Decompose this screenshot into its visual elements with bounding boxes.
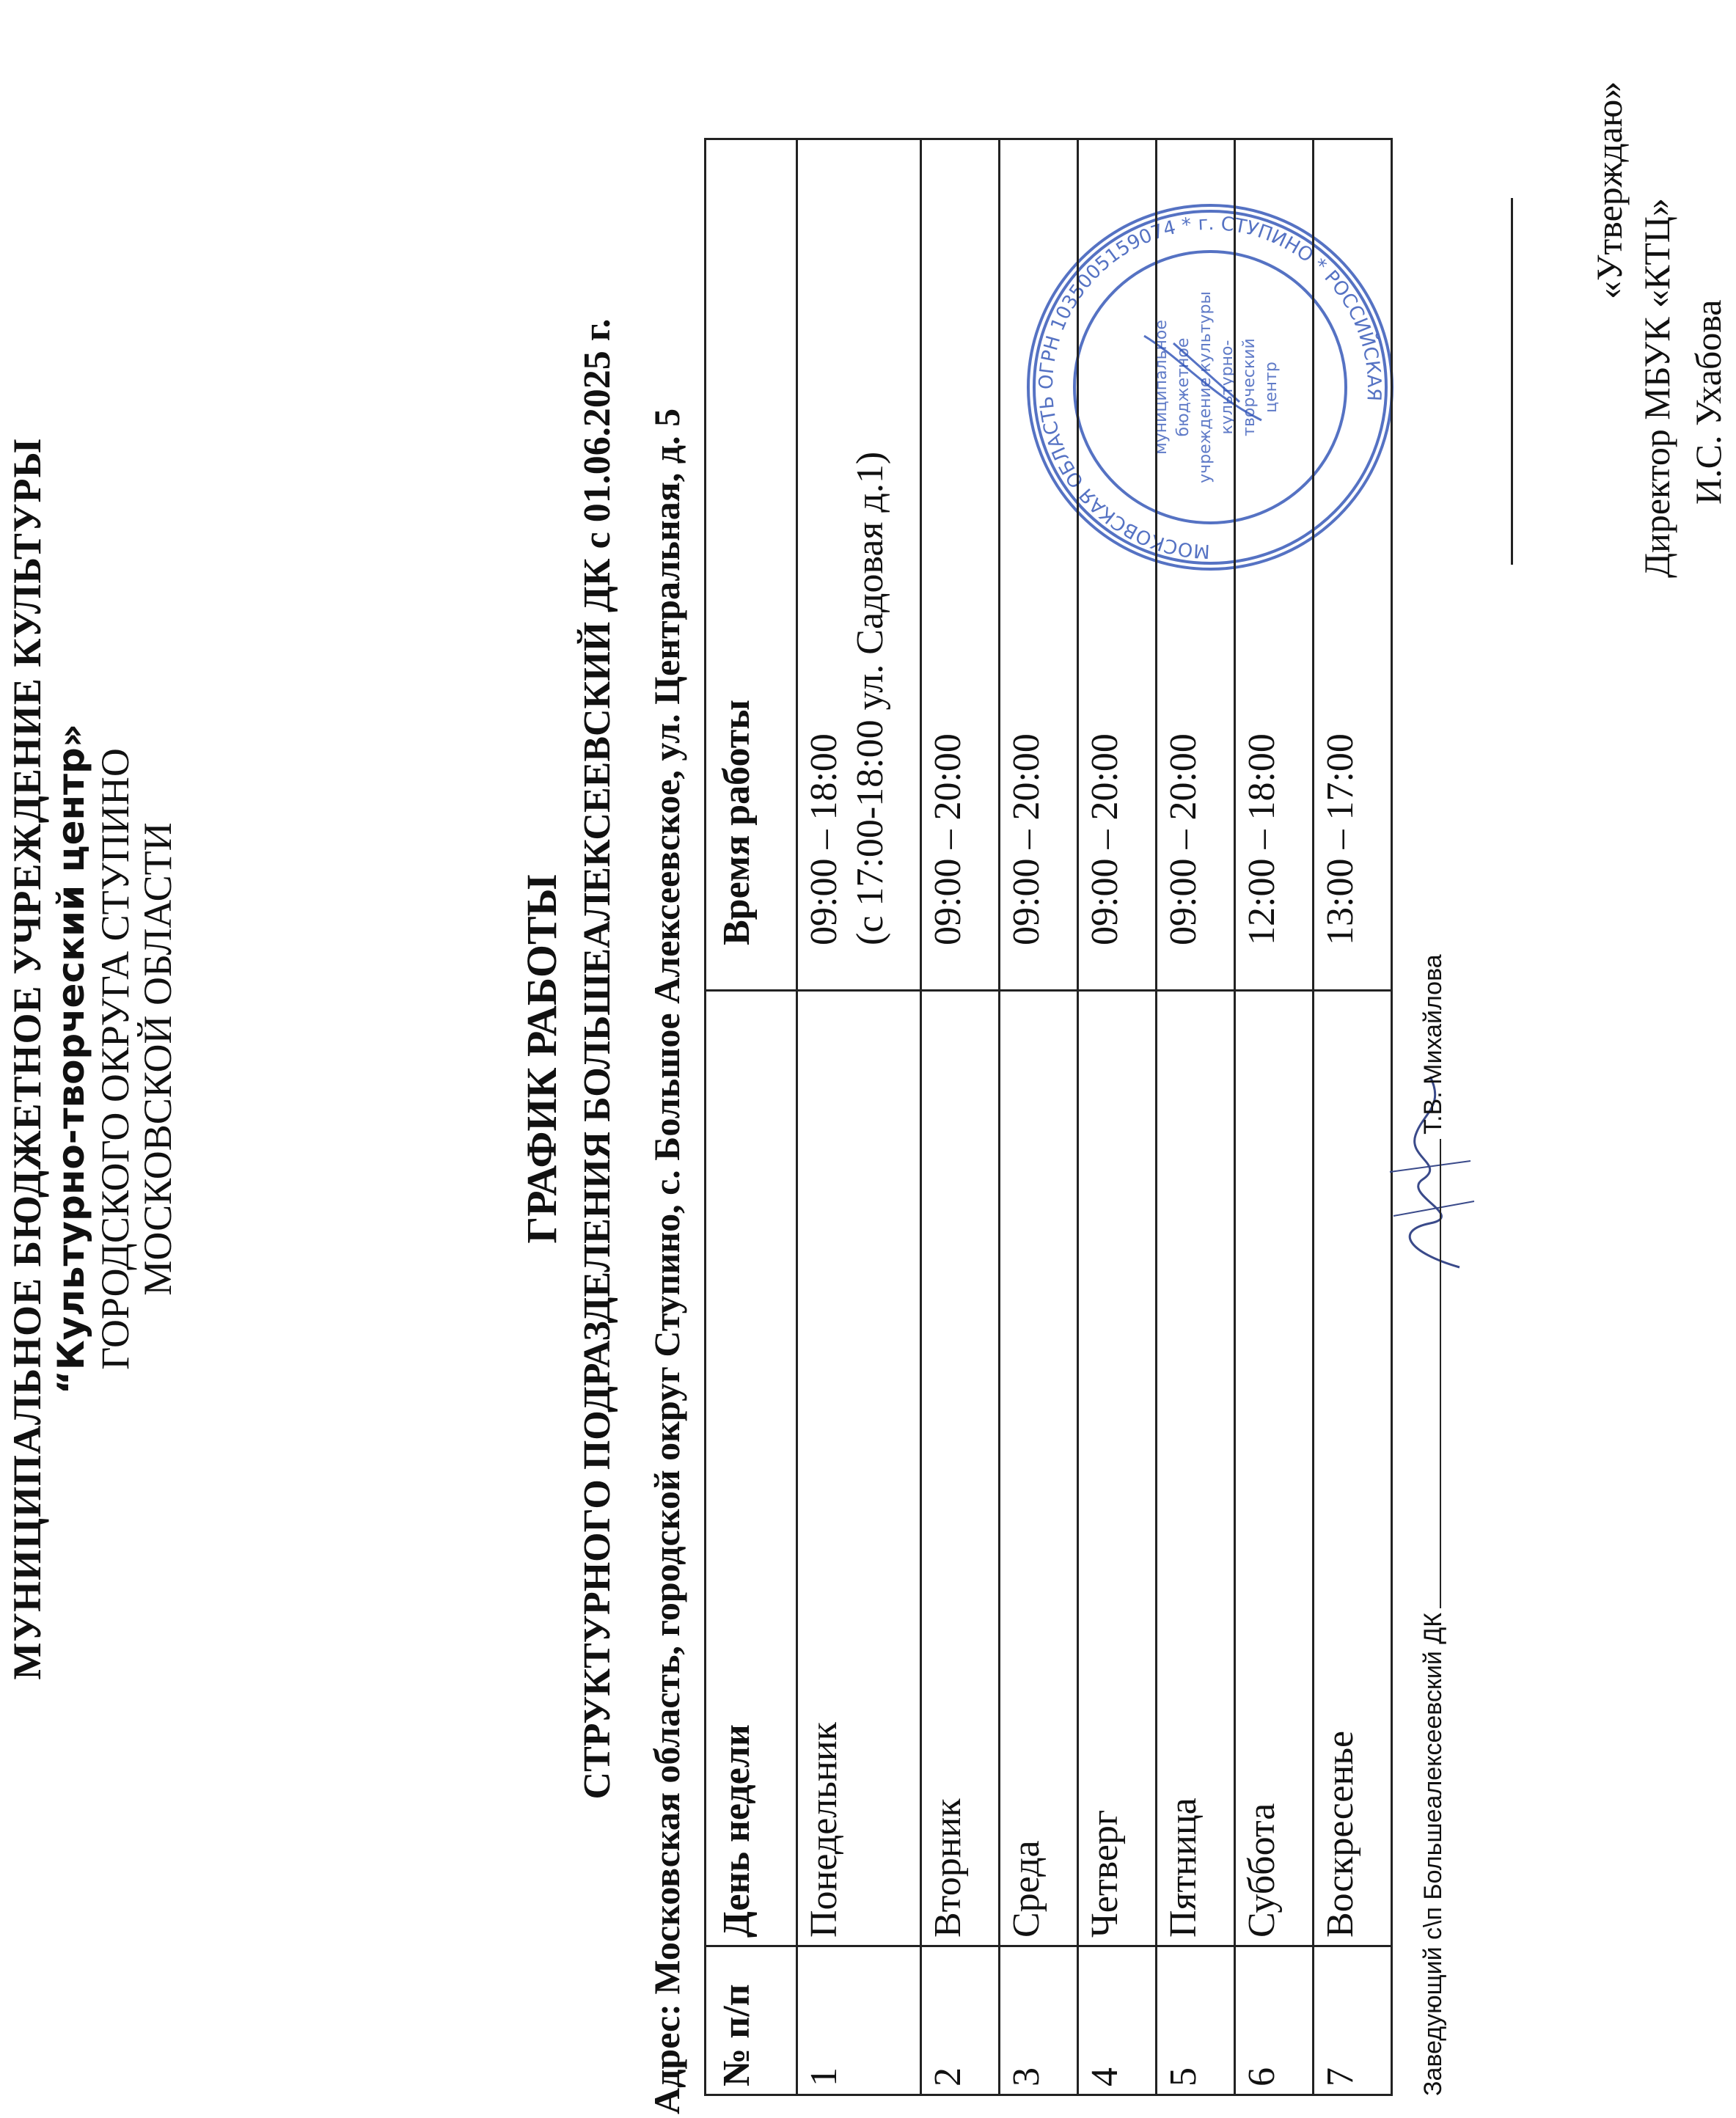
header-day: День недели (706, 991, 797, 1946)
footer-position: Заведующий с\п Большеалексеевский ДК (1419, 1612, 1447, 2096)
table-row (1078, 139, 1157, 2095)
document-title: ГРАФИК РАБОТЫ (518, 874, 565, 1244)
svg-text:центр: центр (1262, 362, 1281, 413)
approval-position: Директор МБУК «КТЦ» (1636, 197, 1677, 578)
row-number: 2 (921, 1946, 1000, 2095)
table-row (797, 139, 921, 2095)
row-day: Суббота (1235, 991, 1314, 1946)
row-number: 5 (1157, 1946, 1235, 2095)
svg-text:бюджетное: бюджетное (1174, 337, 1193, 437)
row-number: 1 (797, 1946, 921, 2095)
row-number: 4 (1078, 1946, 1157, 2095)
row-number: 6 (1235, 1946, 1314, 2095)
organization-line-3: ГОРОДСКОГО ОКРУГА СТУПИНО (93, 748, 137, 1370)
approval-name: И.С. Ухабова (1688, 299, 1729, 505)
row-day: Вторник (921, 991, 1000, 1946)
organization-line-1: МУНИЦИПАЛЬНОЕ БЮДЖЕТНОЕ УЧРЕЖДЕНИЕ КУЛЬТУРЫ (5, 438, 49, 1680)
table-row (1157, 139, 1235, 2095)
organization-line-4: МОСКОВСКОЙ ОБЛАСТИ (136, 822, 180, 1296)
approval-signature-line (1511, 198, 1513, 565)
footer-signature-line (1440, 1139, 1441, 1608)
header-time: Время работы (706, 139, 797, 991)
svg-text:культурно-: культурно- (1218, 340, 1237, 435)
approval-heading: «Утверждаю» (1589, 81, 1630, 299)
row-day: Воскресенье (1314, 991, 1392, 1946)
address-line: Адрес: Московская область, городской округ Ступино, с. Большое Алексеевское, ул. Центральная, д. 5 (646, 408, 687, 2114)
svg-text:творческий: творческий (1240, 338, 1259, 436)
row-day: Среда (1000, 991, 1078, 1946)
row-time: 09:00 – 20:00 (1000, 139, 1078, 991)
row-number: 3 (1000, 1946, 1078, 2095)
organization-line-2: “Культурно-творческий центр» (50, 723, 92, 1395)
row-number: 7 (1314, 1946, 1392, 2095)
row-time: 13:00 – 17:00 (1314, 139, 1392, 991)
row-time: 09:00 – 20:00 (921, 139, 1000, 991)
document-subtitle: СТРУКТУРНОГО ПОДРАЗДЕЛЕНИЯ БОЛЬШЕАЛЕКСЕЕВСКИЙ ДК с 01.06.2025 г. (576, 318, 618, 1800)
svg-text:учреждение культуры: учреждение культуры (1196, 291, 1215, 483)
row-day: Четверг (1078, 991, 1157, 1946)
svg-text:муниципальное: муниципальное (1152, 320, 1171, 455)
row-time: 09:00 – 20:00 (1078, 139, 1157, 991)
footer-signature-block (1419, 954, 1448, 2096)
row-time (797, 139, 921, 991)
footer-name: Т.В. Михайлова (1419, 954, 1447, 1135)
row-time-value: 09:00 – 18:00 (803, 733, 845, 945)
table-header-row (706, 139, 797, 2095)
row-time: 12:00 – 18:00 (1235, 139, 1314, 991)
row-time-note: (с 17:00-18:00 ул. Садовая д.1) (849, 451, 891, 945)
row-day: Понедельник (797, 991, 921, 1946)
row-day: Пятница (1157, 991, 1235, 1946)
svg-text:МОСКОВСКАЯ ОБЛАСТЬ ОГРН 103500: МОСКОВСКАЯ ОБЛАСТЬ ОГРН 1035005159074 * г. СТУПИНО * РОССИЙСКАЯ (1035, 212, 1385, 563)
header-number: № п/п (706, 1946, 797, 2095)
table-row (1235, 139, 1314, 2095)
schedule-table (704, 138, 1393, 2096)
table-row (1000, 139, 1078, 2095)
table-row (921, 139, 1000, 2095)
row-time: 09:00 – 20:00 (1157, 139, 1235, 991)
